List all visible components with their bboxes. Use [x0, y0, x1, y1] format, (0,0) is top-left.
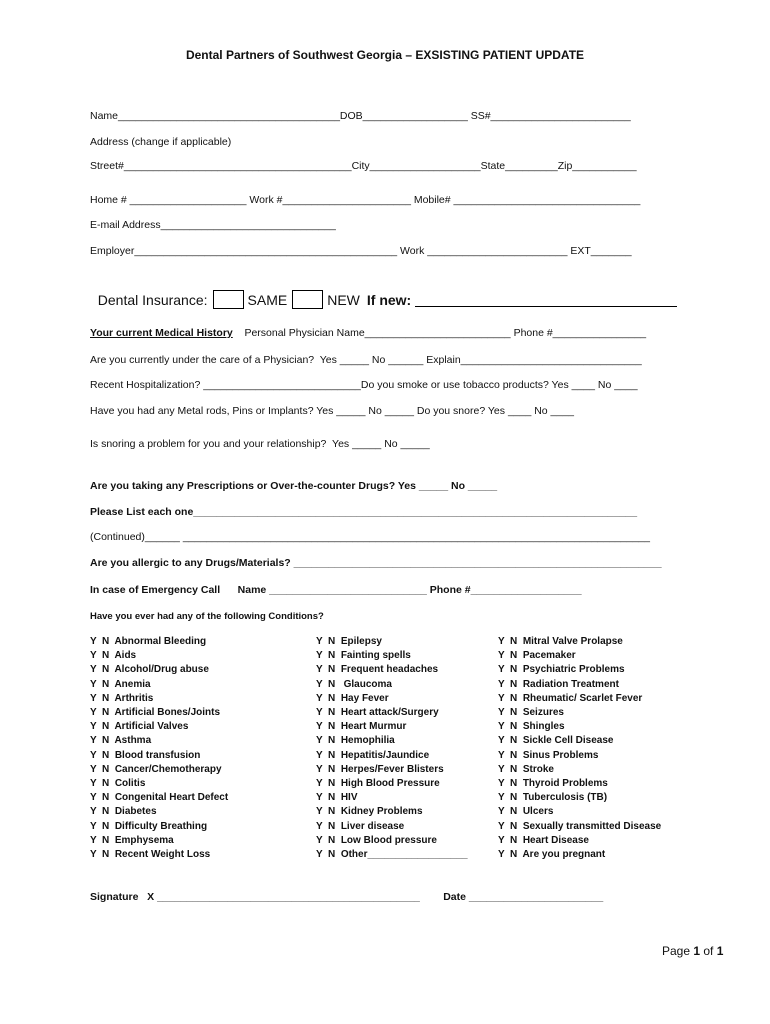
condition-item[interactable]: Y N Seizures — [498, 707, 564, 719]
condition-item[interactable]: Y N Epilepsy — [316, 636, 382, 647]
insurance-label: Dental Insurance: — [97, 292, 208, 308]
condition-item[interactable]: Y N Kidney Problems — [316, 806, 423, 818]
conditions-column-1 — [90, 635, 228, 862]
conditions-column-3 — [498, 635, 661, 862]
form-title: Dental Partners of Southwest Georgia – EXSISTING PATIENT UPDATE — [185, 48, 585, 62]
name-dob-ssn-line[interactable]: Name______________________________________DOB__________________ SS#________________________ — [90, 110, 631, 122]
prescriptions-line[interactable]: Are you taking any Prescriptions or Over-the-counter Drugs? Yes _____ No _____ — [90, 480, 498, 492]
email-line[interactable]: E-mail Address______________________________ — [90, 219, 336, 231]
employer-line[interactable]: Employer_____________________________________________ Work ________________________ EXT_______ — [90, 245, 632, 257]
condition-item[interactable]: Y N Congenital Heart Defect — [90, 792, 229, 804]
signature-date-line[interactable]: Signature X _____________________________________________ Date _______________________ — [90, 891, 604, 903]
conditions-heading: Have you ever had any of the following Conditions? — [90, 611, 324, 622]
condition-item[interactable]: Y N Heart attack/Surgery — [316, 707, 439, 719]
allergies-line[interactable]: Are you allergic to any Drugs/Materials? _______________________________________________________________ — [90, 557, 662, 569]
new-label: NEW — [327, 292, 360, 308]
condition-item[interactable]: Y N Diabetes — [90, 806, 157, 818]
condition-item[interactable]: Y N Artificial Bones/Joints — [90, 707, 221, 719]
condition-item[interactable]: Y N Stroke — [498, 763, 554, 775]
conditions-column-2 — [316, 635, 468, 862]
phone-numbers-line[interactable]: Home # ____________________ Work #______________________ Mobile# ________________________________ — [90, 194, 641, 206]
same-checkbox[interactable] — [213, 290, 244, 309]
emergency-contact-line[interactable]: In case of Emergency Call Name ___________________________ Phone #___________________ — [90, 584, 582, 596]
new-insurance-field[interactable] — [415, 292, 677, 307]
address-heading: Address (change if applicable) — [90, 136, 232, 148]
condition-item[interactable]: Y N Ulcers — [498, 806, 554, 818]
condition-item[interactable]: Y N Hay Fever — [316, 692, 389, 704]
condition-item[interactable]: Y N Liver disease — [316, 820, 405, 832]
condition-item[interactable]: Y N Heart Murmur — [316, 721, 407, 733]
condition-item[interactable]: Y N Thyroid Problems — [498, 778, 608, 790]
condition-item[interactable]: Y N Glaucoma — [316, 678, 392, 690]
condition-item[interactable]: Y N High Blood Pressure — [316, 778, 440, 790]
street-city-state-zip-line[interactable]: Street#_______________________________________City___________________State_________Zip___________ — [90, 160, 637, 172]
condition-item[interactable]: Y N Sinus Problems — [498, 749, 599, 761]
condition-item[interactable]: Y N Fainting spells — [316, 650, 411, 662]
condition-item[interactable]: Y N Emphysema — [90, 834, 174, 846]
condition-item[interactable]: Y N Recent Weight Loss — [90, 849, 211, 861]
condition-item[interactable]: Y N Tuberculosis (TB) — [498, 792, 608, 804]
same-label: SAME — [247, 292, 288, 308]
condition-item[interactable]: Y N Anemia — [90, 678, 151, 690]
snoring-problem-line[interactable]: Is snoring a problem for you and your relationship? Yes _____ No _____ — [90, 438, 430, 450]
condition-item[interactable]: Y N Blood transfusion — [90, 749, 201, 761]
continued-line[interactable]: (Continued)______ ________________________________________________________________________________ — [90, 531, 650, 543]
condition-item[interactable]: Y N Shingles — [498, 721, 565, 733]
page-number: Page 1 of 1 — [662, 944, 724, 958]
condition-item[interactable]: Y N Hepatitis/Jaundice — [316, 749, 430, 761]
condition-item[interactable]: Y N Hemophilia — [316, 735, 395, 747]
condition-item[interactable]: Y N Abnormal Bleeding — [90, 636, 207, 647]
condition-item[interactable]: Y N Are you pregnant — [498, 849, 606, 861]
condition-item[interactable]: Y N Psychiatric Problems — [498, 664, 625, 676]
condition-item[interactable]: Y N Asthma — [90, 735, 152, 747]
condition-item[interactable]: Y N Herpes/Fever Blisters — [316, 763, 444, 775]
condition-item[interactable]: Y N HIV — [316, 792, 358, 804]
condition-item[interactable]: Y N Low Blood pressure — [316, 834, 437, 846]
condition-item[interactable]: Y N Alcohol/Drug abuse — [90, 664, 209, 676]
condition-item[interactable]: Y N Other__________________ — [316, 849, 468, 861]
medical-history-row — [90, 327, 646, 340]
condition-item[interactable]: Y N Mitral Valve Prolapse — [498, 636, 623, 647]
under-care-line[interactable]: Are you currently under the care of a Physician? Yes _____ No ______ Explain_______________________________ — [90, 354, 642, 366]
new-checkbox[interactable] — [292, 290, 323, 309]
if-new-label: If new: — [366, 292, 412, 308]
condition-item[interactable]: Y N Colitis — [90, 778, 146, 790]
condition-item[interactable]: Y N Arthritis — [90, 692, 154, 704]
condition-item[interactable]: Y N Sexually transmitted Disease — [498, 820, 662, 832]
list-drugs-line[interactable]: Please List each one____________________________________________________________________________ — [90, 506, 638, 518]
metal-implants-snore-line[interactable]: Have you had any Metal rods, Pins or Implants? Yes _____ No _____ Do you snore? Yes ____ No ____ — [90, 405, 574, 417]
condition-item[interactable]: Y N Sickle Cell Disease — [498, 735, 614, 747]
medical-history-heading: Your current Medical History — [90, 327, 233, 339]
condition-item[interactable]: Y N Cancer/Chemotherapy — [90, 763, 222, 775]
condition-item[interactable]: Y N Artificial Valves — [90, 721, 189, 733]
condition-item[interactable]: Y N Heart Disease — [498, 834, 589, 846]
hospitalization-smoke-line[interactable]: Recent Hospitalization? ___________________________Do you smoke or use tobacco products? Yes ____ No ____ — [90, 379, 638, 391]
condition-item[interactable]: Y N Frequent headaches — [316, 664, 439, 676]
condition-item[interactable]: Y N Aids — [90, 650, 137, 662]
condition-item[interactable]: Y N Rheumatic/ Scarlet Fever — [498, 692, 643, 704]
dental-insurance-row — [90, 272, 677, 309]
condition-item[interactable]: Y N Difficulty Breathing — [90, 820, 208, 832]
condition-item[interactable]: Y N Radiation Treatment — [498, 678, 619, 690]
condition-item[interactable]: Y N Pacemaker — [498, 650, 576, 662]
physician-line[interactable]: Personal Physician Name_________________________ Phone #________________ — [244, 327, 647, 339]
